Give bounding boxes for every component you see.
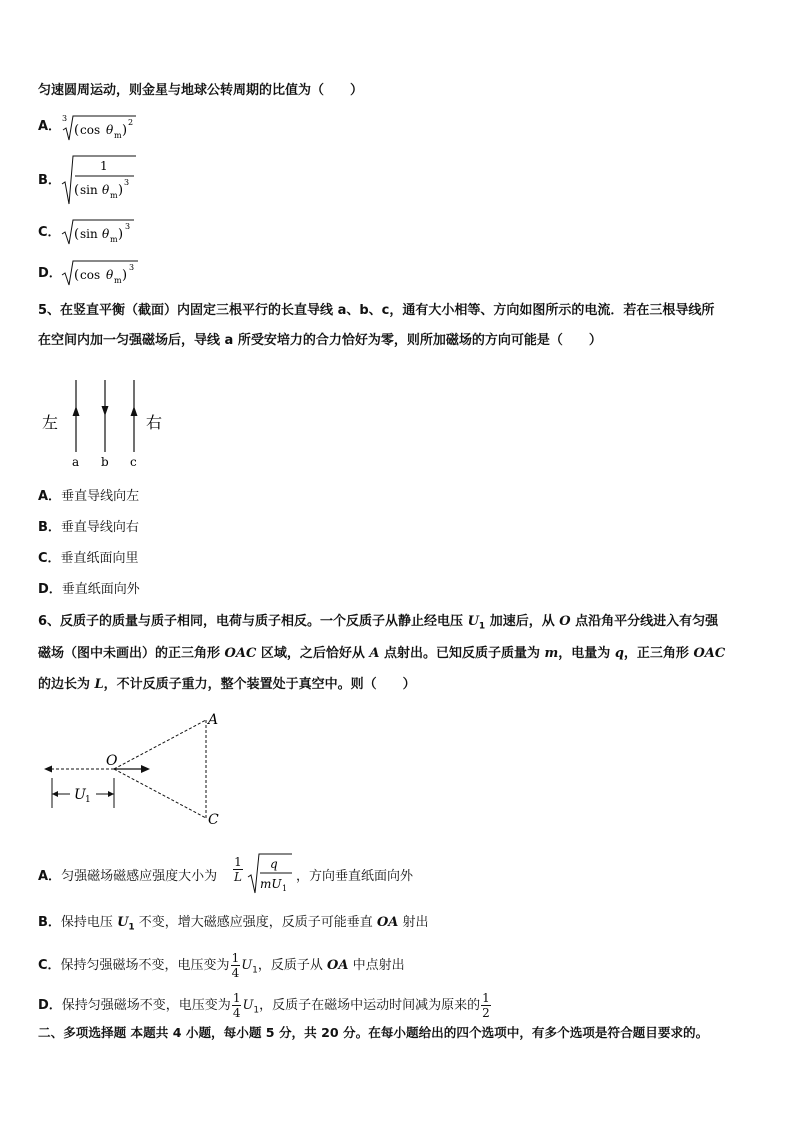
option-letter: C． xyxy=(38,551,61,566)
right-label: 右 xyxy=(146,413,163,432)
option-letter: D． xyxy=(38,266,62,281)
wire-label-b: b xyxy=(101,455,109,469)
svg-text:): ) xyxy=(118,183,124,198)
svg-text:1: 1 xyxy=(100,159,108,173)
q5-wires-figure xyxy=(38,370,178,470)
q6-option-a: A．匀强磁场磁感应强度大小为 xyxy=(38,869,218,884)
svg-text:q: q xyxy=(270,857,278,871)
q5-option-d xyxy=(38,581,140,599)
q6-option-a-tail: ，方向垂直纸面向外 xyxy=(296,869,414,884)
q5-option-c xyxy=(38,550,139,568)
svg-text:3: 3 xyxy=(62,114,68,123)
svg-text:): ) xyxy=(118,227,124,242)
option-text: 垂直纸面向里 xyxy=(60,551,139,566)
side-OC xyxy=(114,769,206,818)
q4-option-b xyxy=(38,172,61,190)
q5-stem-line2: 在空间内加一匀强磁场后，导线 a 所受安培力的合力恰好为零，则所加磁场的方向可能是（ ） xyxy=(38,333,602,348)
q4-option-c-formula xyxy=(60,214,150,248)
q6-option-b: B．保持电压 $U_1$ 不变，增大磁感应强度，反质子可能垂直 OA 射出 xyxy=(38,915,429,933)
svg-text:cos: cos xyxy=(80,268,101,282)
left-label: 左 xyxy=(42,413,59,432)
q5-stem-line1: 5、在竖直平衡（截面）内固定三根平行的长直导线 a、b、c，通有大小相等、方向如图所示的电流．若在三根导线所 xyxy=(38,303,715,318)
q6-stem-line1: 6、反质子的质量与质子相同，电荷与质子相反。一个反质子从静止经电压 $U_1$ 加速后，从 O 点沿角平分线进入有匀强 xyxy=(38,614,719,632)
label-O: O xyxy=(106,753,118,769)
option-letter: C． xyxy=(38,225,61,240)
option-letter: A． xyxy=(38,489,62,504)
q4-option-d xyxy=(38,265,62,283)
option-letter: B． xyxy=(38,520,61,535)
option-text: 垂直导线向右 xyxy=(60,520,139,535)
svg-text:sin: sin xyxy=(80,183,98,197)
svg-text:(: ( xyxy=(74,183,80,198)
svg-text:m: m xyxy=(114,131,122,140)
label-U1: U xyxy=(74,787,86,803)
svg-text:sin: sin xyxy=(80,227,98,241)
svg-text:m: m xyxy=(110,191,118,200)
svg-text:m: m xyxy=(110,235,118,244)
option-letter: D． xyxy=(38,582,62,597)
svg-text:θ: θ xyxy=(102,227,110,241)
svg-text:1: 1 xyxy=(85,795,91,805)
option-text: 垂直纸面向外 xyxy=(61,582,140,597)
q4-option-a xyxy=(38,118,61,136)
option-letter: A． xyxy=(38,119,62,134)
fraction-half: $\frac{1}{2}$ xyxy=(482,991,490,1020)
svg-text:θ: θ xyxy=(102,183,110,197)
wire-a-arrow-up xyxy=(73,406,80,416)
fraction-quarter: $\frac{1}{4}$ xyxy=(231,951,240,980)
q6-option-d: D．保持匀强磁场不变，电压变为 $\frac{1}{4}$ $U_1$，反质子在磁场中运动时间减为原来的 $\frac{1}{2}$ xyxy=(38,991,490,1020)
svg-text:2: 2 xyxy=(128,118,134,127)
svg-text:(: ( xyxy=(74,123,80,138)
q6-stem-line3: 的边长为 L，不计反质子重力，整个装置处于真空中。则（ ） xyxy=(38,677,416,692)
q5-option-b xyxy=(38,519,139,537)
svg-text:3: 3 xyxy=(125,222,131,231)
left-arrowhead xyxy=(44,766,52,773)
svg-text:3: 3 xyxy=(124,178,130,187)
svg-text:): ) xyxy=(122,123,128,138)
wire-b-arrow-down xyxy=(102,406,109,416)
svg-text:mU: mU xyxy=(260,877,282,891)
svg-text:θ: θ xyxy=(106,123,114,137)
section2-heading: 二、多项选择题 本题共 4 小题，每小题 5 分，共 20 分。在每小题给出的四个选项中，有多个选项是符合题目要求的。 xyxy=(38,1025,709,1040)
svg-text:(: ( xyxy=(74,268,80,283)
option-letter: A． xyxy=(38,869,62,884)
q4-option-a-formula xyxy=(60,110,150,144)
option-letter: B． xyxy=(38,915,61,930)
velocity-arrowhead xyxy=(141,765,150,773)
q6-optA-sqrt xyxy=(246,851,296,897)
option-letter: C． xyxy=(38,958,61,973)
option-letter: D． xyxy=(38,998,62,1013)
option-text: 垂直导线向左 xyxy=(61,489,140,504)
label-A: A xyxy=(208,712,219,728)
svg-text:(: ( xyxy=(74,227,80,242)
svg-text:θ: θ xyxy=(106,268,114,282)
q4-option-d-formula xyxy=(60,255,150,289)
q5-option-a xyxy=(38,488,139,506)
svg-text:): ) xyxy=(122,268,128,283)
wire-label-a: a xyxy=(72,455,80,469)
wire-c-arrow-up xyxy=(131,406,138,416)
svg-text:3: 3 xyxy=(129,263,135,272)
wire-label-c: c xyxy=(130,455,137,469)
side-OA xyxy=(114,720,206,769)
q4-option-b-formula xyxy=(60,152,150,208)
q4-option-c xyxy=(38,224,61,242)
option-letter: B． xyxy=(38,173,61,188)
q6-stem-line2: 磁场（图中未画出）的正三角形 OAC 区域，之后恰好从 A 点射出。已知反质子质量为 m，电量为 q，正三角形 OAC xyxy=(38,646,726,661)
q4-stem-tail: 匀速圆周运动，则金星与地球公转周期的比值为（ ） xyxy=(38,83,364,98)
fraction-quarter: $\frac{1}{4}$ xyxy=(232,991,241,1020)
q6-optA-fraction1: $\frac{1}{L}$ xyxy=(234,855,242,884)
q6-triangle-figure xyxy=(38,710,238,835)
q6-option-c: C．保持匀强磁场不变，电压变为 $\frac{1}{4}$ $U_1$，反质子从 OA 中点射出 xyxy=(38,951,405,980)
svg-text:m: m xyxy=(114,276,122,285)
svg-text:cos: cos xyxy=(80,123,101,137)
svg-text:1: 1 xyxy=(282,884,288,893)
label-C: C xyxy=(208,812,219,828)
